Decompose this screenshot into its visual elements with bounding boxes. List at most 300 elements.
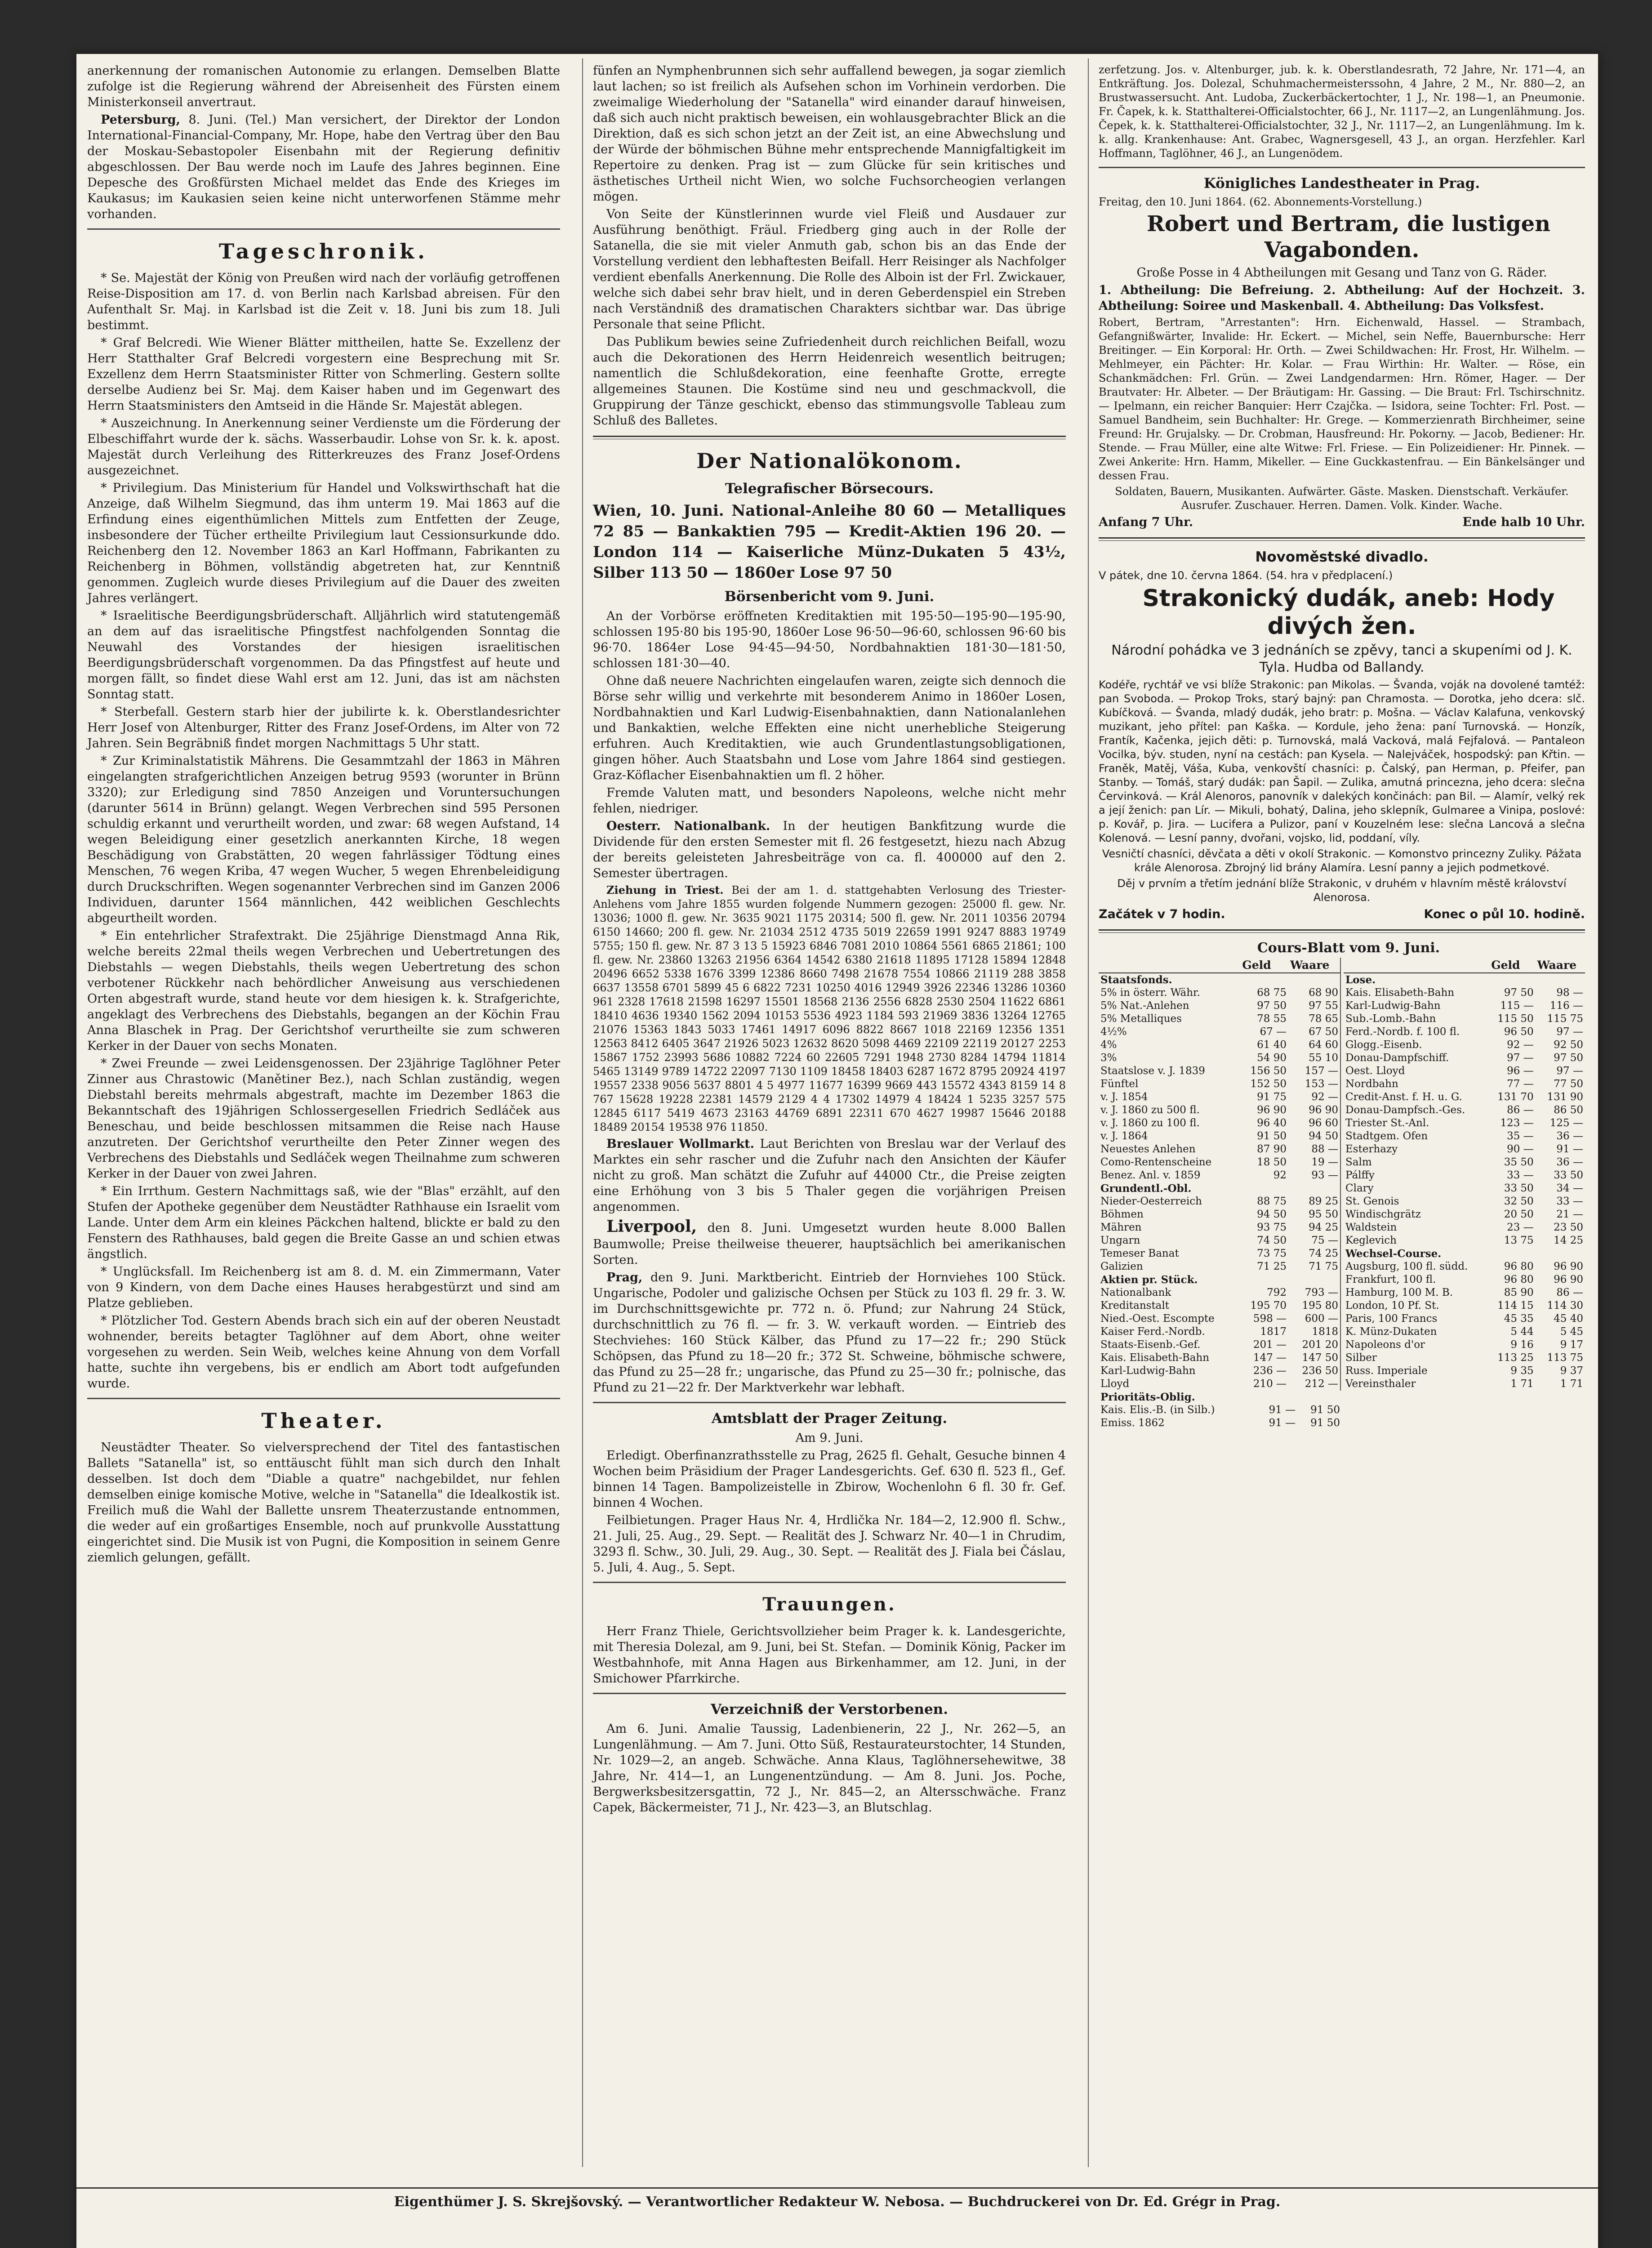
column-1: [81, 54, 566, 2176]
security-name: v. J. 1860 zu 100 fl.: [1100, 1117, 1200, 1129]
security-name: 4%: [1100, 1039, 1117, 1051]
heading-cours-blatt: Cours-Blatt vom 9. Juni.: [1257, 940, 1440, 956]
bid-value: 115 50: [1497, 1013, 1534, 1025]
bid-value: 156 50: [1250, 1065, 1287, 1077]
table-row: [1344, 1338, 1585, 1351]
ask-value: 36 —: [1556, 1130, 1583, 1142]
bid-value: 93 75: [1257, 1222, 1287, 1233]
security-name: Temeser Banat: [1100, 1248, 1179, 1259]
ask-value: 94 25: [1309, 1222, 1338, 1233]
bid-value: 61 40: [1257, 1039, 1287, 1051]
security-name: Sub.-Lomb.-Bahn: [1345, 1013, 1436, 1025]
bid-value: 236 —: [1253, 1365, 1287, 1377]
novomestske-description: Národní pohádka ve 3 jednáních se zpěvy, tanci a skupeními od J. K. Tyla. Hudba od Ballandy.: [1111, 642, 1572, 675]
ask-value: 23 50: [1554, 1222, 1583, 1233]
bid-value: 78 55: [1257, 1013, 1287, 1025]
ask-value: 97 50: [1554, 1052, 1583, 1064]
bid-value: 1 71: [1510, 1378, 1534, 1390]
report-text: den 8. Juni. Umgesetzt wurden heute 8.000 Ballen Baumwolle; Preise theilweise theuerer, hauptsächlich bei amerikanischen Sorten.: [593, 1221, 1066, 1267]
security-name: Frankfurt, 100 fl.: [1345, 1274, 1436, 1285]
ask-value: 21 —: [1556, 1209, 1583, 1220]
table-row: [1099, 1026, 1340, 1039]
dateline: Petersburg,: [101, 113, 180, 127]
ask-value: 67 50: [1309, 1026, 1338, 1038]
novomestske-cast: Kodéře, rychtář ve vsi blíže Strakonic: pan Mikolas. — Švanda, voják na dovolené tamtéž: pan Svoboda. — Prokop Troks, starý bajný: pan Chramosta. — Dorotka, jeho dcera: slč. Kubíčková. — Švanda, mladý dudák, jeho bratr: p. Mošna. — Václav Kalafuna, venkovský muzikant, jeho přítel: pan Kaška. — Kordule, jeho žena: paní Turnovská. — Honzík, Frantík, Kačenka, jejich děti: p. Turnovská, malá Vacková, malá Fejfalová. — Pantaleon Vocilka, býv. studen, nyní na cestách: pan Kysela. — Nalejváček, hospodský: pan Křtin. — Franěk, Matěj, Váša, Kuba, venkovští chasníci: p. Čalský, pan Herman, p. Pfeifer, pan Stanby. — Tomáš, starý dudák: pan Šapil. — Zulika, amutná princezna, jeho dcera: slečna Červinková. — Král Alenoros, panovník v dalekých končinách: pan Bil. — Alamír, velký rek a její ženich: pan Lír. — Mikuli, bohatý, Dalina, jeho sklepník, Gulmaree a Vinipa, poslové: p. Kovář, p. Jira. — Lucifera a Pulizor, paní v Kouzelném lese: slečna Lancová a slečna Kolenová. — Lesní panny, dvořani, vojsko, lid, poddaní, víly.: [1099, 678, 1585, 844]
column-header: Waare: [1536, 958, 1585, 973]
table-row: [1099, 1156, 1340, 1169]
ask-value: 1 71: [1560, 1378, 1583, 1390]
column-header: Waare: [1288, 958, 1340, 973]
news-item: Neustädter Theater. So vielversprechend der Titel des fantastischen Ballets "Satanella" ist, so enttäuscht fühlt man sich durch den Inhalt desselben. Ist doch dem "Diable a quatre" nachgebildet, nur fehlen demselben einige komische Motive, welche in "Satanella" die Idealkostik ist. Freilich muß die Wahl der Ballette unsrem Theaterzustande entnommen, die weder auf ein großartiges Ensemble, noch auf prunkvolle Ausstattung eingerichtet sind. Die Musik ist von Pugni, die Komposition in seinem Genre ziemlich gelungen, gefällt.: [87, 1441, 560, 1565]
security-name: Karl-Ludwig-Bahn: [1100, 1365, 1196, 1377]
security-name: Salm: [1345, 1156, 1372, 1168]
security-name: 3%: [1100, 1052, 1117, 1064]
table-row: [1344, 999, 1585, 1012]
security-name: Donau-Dampfsch.-Ges.: [1345, 1104, 1465, 1116]
bid-value: 91 —: [1269, 1417, 1296, 1429]
security-name: Benez. Anl. v. 1859: [1100, 1169, 1201, 1181]
bid-value: 201 —: [1253, 1339, 1287, 1351]
ask-value: 116 —: [1550, 1000, 1583, 1012]
security-name: Ferd.-Nordb. f. 100 fl.: [1345, 1026, 1460, 1038]
news-item: * Israelitische Beerdigungsbrüderschaft. Alljährlich wird statutengemäß an dem auf das israelitische Pfingstfest nachfolgenden Sonntag die Neuwahl des Vorstandes der hiesigen israelitischen Beerdigungsbrüderschaft vorgenommen. Da das Pfingstfest auf heute und morgen fällt, so findet diese Wahl erst am 12. Juni, das ist am nächsten Sonntag statt.: [87, 609, 560, 701]
ask-value: 114 30: [1547, 1300, 1583, 1311]
table-row: [1099, 1143, 1340, 1156]
landestheater-times: [1099, 514, 1585, 530]
table-row: [1344, 1260, 1585, 1273]
novomestske-scene: Děj v prvním a třetím jednání blíže Strakonic, v druhém v hlavním městě království Alenorosa.: [1117, 877, 1567, 904]
report-lead: Breslauer Wollmarkt.: [606, 1137, 754, 1151]
ask-value: 125 —: [1550, 1117, 1583, 1129]
amtsblatt-item: Feilbietungen. Prager Haus Nr. 4, Hrdlička Nr. 184—2, 12.900 fl. Schw., 21. Juli, 25. Aug., 29. Sept. — Realität des J. Schwarz Nr. 40—1 in Chrudim, 3293 fl. Schw., 30. Juli, 29. Aug., 30. Sept. — Realität des J. Fiala bei Čáslau, 5. Juli, 4. Aug., 5. Sept.: [593, 1513, 1066, 1574]
bid-value: [1240, 1273, 1288, 1286]
section-divider: [1099, 167, 1585, 168]
security-name: Aktien pr. Stück.: [1100, 1274, 1198, 1286]
report-lead: Ziehung in Triest.: [606, 883, 724, 897]
landestheater-date: Freitag, den 10. Juni 1864. (62. Abonnements-Vorstellung.): [1099, 196, 1422, 208]
table-header-row: [1099, 958, 1340, 973]
ask-value: 113 75: [1547, 1352, 1583, 1364]
table-row: [1344, 1012, 1585, 1026]
ask-value: 95 50: [1309, 1209, 1338, 1220]
ask-value: 86 50: [1554, 1104, 1583, 1116]
table-row: [1099, 1351, 1340, 1365]
section-divider: [593, 436, 1066, 439]
table-row: [1344, 1378, 1585, 1391]
bid-value: [1240, 1182, 1288, 1195]
table-row: [1344, 1234, 1585, 1247]
ask-value: 97 —: [1556, 1026, 1583, 1038]
verstorbene-text: Am 6. Juni. Amalie Taussig, Ladenbienerin, 22 J., Nr. 262—5, an Lungenlähmung. — Am 7. Juni. Otto Süß, Restaurateurstochter, 14 Stunden, Nr. 1029—2, an angeb. Schwäche. Anna Klaus, Taglöhnersehewitwe, 38 Jahre, Nr. 414—1, an Lungenentzündung. — Am 8. Juni. Jos. Poche, Bergwerksbesitzersgattin, 72 J., Nr. 845—2, an Altersschwäche. Franz Capek, Bäckermeister, 71 J., Nr. 423—3, an Blutschlag.: [593, 1722, 1066, 1815]
security-name: Mähren: [1100, 1222, 1142, 1233]
table-row: [1099, 1091, 1340, 1104]
table-row: [1344, 1117, 1585, 1130]
table-row: [1099, 1078, 1340, 1091]
news-item: * Sterbefall. Gestern starb hier der jubilirte k. k. Oberstlandesrichter Herr Josef von Altenburger, Ritter des Franz Josef-Ordens, im Alter von 72 Jahren. Sein Begräbniß findet morgen Nachmittags 5 Uhr statt.: [87, 705, 560, 750]
table-row: [1344, 986, 1585, 999]
bid-value: 113 25: [1497, 1352, 1534, 1364]
security-name: v. J. 1864: [1100, 1130, 1148, 1142]
section-divider: [593, 1402, 1066, 1403]
bid-value: 792: [1267, 1287, 1287, 1298]
ask-value: 91 50: [1310, 1404, 1340, 1416]
bid-value: 77 —: [1507, 1078, 1534, 1090]
security-name: Credit-Anst. f. H. u. G.: [1345, 1091, 1462, 1103]
security-name: 5% Metalliques: [1100, 1013, 1182, 1025]
table-row: [1344, 1156, 1585, 1169]
table-row: [1099, 1012, 1340, 1026]
ask-value: 157 —: [1305, 1065, 1338, 1077]
bid-value: 94 50: [1257, 1209, 1287, 1220]
table-row: [1344, 1299, 1585, 1312]
table-row: [1099, 1299, 1340, 1312]
security-name: Nordbahn: [1345, 1078, 1398, 1090]
security-name: London, 10 Pf. St.: [1345, 1300, 1439, 1311]
security-name: 4½%: [1100, 1026, 1127, 1038]
table-row: [1099, 1039, 1340, 1052]
article-petersburg: [87, 112, 560, 222]
landestheater-cast: Robert, Bertram, "Arrestanten": Hrn. Eichenwald, Hassel. — Strambach, Gefangnißwärter, Invalide: Hr. Eckert. — Michel, sein Neffe, Bauernbursche: Herr Breitinger. — Ein Korporal: Hr. Orth. — Zwei Schildwachen: Hr. Frost, Hr. Wilhelm. — Mehlmeyer, ein Pächter: Hr. Kolar. — Frau Wirthin: Hr. Walter. — Röse, ein Schankmädchen: Frl. Grün. — Zwei Landgendarmen: Hrn. Römer, Hager. — Der Brautvater: Hr. Albeter. — Der Bräutigam: Hr. Gassing. — Die Braut: Frl. Tschirschnitz. — Ipelmann, ein reicher Banquier: Herr Czajčka. — Isidora, seine Tochter: Frl. Post. — Samuel Bandheim, sein Buchhalter: Hr. Grege. — Kommerzienrath Birchheimer, seine Freund: Hr. Grujalsky. — Dr. Crobman, Hausfreund: Hr. Pokorny. — Jacob, Bediener: Hr. Stende. — Frau Müller, eine alte Witwe: Frl. Friese. — Ein Polizeidiener: Hr. Pinnek. — Zwei Ankerite: Hrn. Hamm, Mikeller. — Eine Guckkastenfrau. — Ein Bänkelsänger und dessen Frau.: [1099, 316, 1585, 482]
table-row: [1099, 1195, 1340, 1208]
section-divider: [1099, 929, 1585, 933]
bid-value: 96 80: [1504, 1274, 1534, 1285]
security-name: Glogg.-Eisenb.: [1345, 1039, 1422, 1051]
security-name: Staatslose v. J. 1839: [1100, 1065, 1205, 1077]
security-name: v. J. 1854: [1100, 1091, 1148, 1103]
column-rule: [1088, 58, 1089, 2167]
table-row: [1344, 1208, 1585, 1221]
subheading-verstorbene: Verzeichniß der Verstorbenen.: [711, 1701, 948, 1717]
security-name: Keglevich: [1345, 1235, 1397, 1246]
bid-value: 35 50: [1504, 1156, 1534, 1168]
ask-value: 75 —: [1311, 1235, 1338, 1246]
bid-value: 97 50: [1257, 1000, 1287, 1012]
ask-value: 96 90: [1554, 1261, 1583, 1272]
end-time: Konec o půl 10. hodině.: [1424, 907, 1585, 921]
ask-value: 97 55: [1309, 1000, 1338, 1012]
security-name: K. Münz-Dukaten: [1345, 1326, 1437, 1338]
table-section-row: [1344, 973, 1585, 986]
table-row: [1099, 1260, 1340, 1273]
table-row: [1344, 1273, 1585, 1286]
table-row: [1099, 1234, 1340, 1247]
table-row: [1099, 1182, 1340, 1195]
ask-value: 34 —: [1556, 1182, 1583, 1194]
table-row: [1344, 1065, 1585, 1078]
ask-value: 96 90: [1554, 1274, 1583, 1285]
security-name: 5% Nat.-Anlehen: [1100, 1000, 1189, 1012]
bid-value: 74 50: [1257, 1235, 1287, 1246]
end-time: Ende halb 10 Uhr.: [1462, 515, 1585, 529]
bid-value: 1817: [1260, 1326, 1287, 1338]
section-heading-nationaloekonom: Der Nationalökonom.: [696, 449, 962, 473]
section-heading-theater: Theater.: [261, 1409, 386, 1433]
ask-value: 236 50: [1302, 1365, 1338, 1377]
table-row: [1099, 999, 1340, 1012]
ask-value: 19 —: [1311, 1156, 1338, 1168]
theater-review: Das Publikum bewies seine Zufriedenheit durch reichlichen Beifall, wozu auch die Dekorationen des Herrn Heidenreich wesentlich beitrugen; namentlich die Schlußdekoration, eine feenhafte Grotte, erregte allgemeines Staunen. Die Kostüme sind neu und geschmackvoll, die Gruppirung der Tänze geschickt, ebenso das stimmungsvolle Tableau zum Schluß des Balletes.: [593, 335, 1066, 428]
table-row: [1099, 1378, 1340, 1391]
ask-value: 600 —: [1305, 1313, 1338, 1325]
exchange-table-bottom: [1099, 1391, 1342, 1430]
table-row: [1344, 1312, 1585, 1325]
table-row: [1099, 1104, 1340, 1117]
bid-value: 88 75: [1257, 1195, 1287, 1207]
landestheater-description: Große Posse in 4 Abtheilungen mit Gesang und Tanz von G. Räder.: [1136, 266, 1547, 280]
market-report: [593, 818, 1066, 881]
table-row: [1099, 1221, 1340, 1234]
security-name: Clary: [1345, 1182, 1374, 1194]
security-name: Lloyd: [1100, 1378, 1130, 1390]
security-name: Kais. Elisabeth-Bahn: [1100, 1352, 1210, 1364]
news-item: * Auszeichnung. In Anerkennung seiner Verdienste um die Förderung der Elbeschiffahrt wurde der k. sächs. Wasserbaudir. Lohse von Sr. k. k. apost. Majestät durch Verleihung des Ritterkreuzes des Franz Josef-Ordens ausgezeichnet.: [87, 416, 560, 477]
ask-value: 68 90: [1309, 987, 1338, 999]
table-row: [1099, 1312, 1340, 1325]
ask-value: 5 45: [1560, 1326, 1583, 1338]
ask-value: 55 10: [1309, 1052, 1338, 1064]
ask-value: 91 50: [1310, 1417, 1340, 1429]
ask-value: 793 —: [1305, 1287, 1338, 1298]
table-row: [1099, 1169, 1340, 1182]
security-name: Kais. Elis.-B. (in Silb.): [1100, 1404, 1215, 1416]
bid-value: 33 50: [1504, 1182, 1534, 1194]
market-report: [593, 883, 1066, 1134]
security-name: Emiss. 1862: [1100, 1417, 1165, 1429]
news-item: * Zur Kriminalstatistik Mährens. Die Gesammtzahl der 1863 in Mähren eingelangten strafgerichtlichen Anzeigen betrug 9593 (worunter in Brünn 3320); zur Erledigung sind 7850 Anzeigen und Voruntersuchungen (darunter 5614 in Brünn) gelangt. Wegen Verbrechen sind 595 Personen schuldig erkannt und verurtheilt worden, und zwar: 68 wegen Aufstand, 14 wegen Beleidigung einer gesetzlich anerkannten Kirche, 18 wegen Beschädigung von Grabstätten, 20 wegen fahrlässiger Tödtung eines Menschen, 76 wegen Kriba, 47 wegen Wucher, 5 wegen Ehrenbeleidigung durch Druckschriften. Wegen sogenannter Verbrechen sind im Ganzen 2006 Individuen, darunter 1564 männlichen, 442 weiblichen Geschlechts abgeurtheilt worden.: [87, 754, 560, 925]
table-row: [1344, 1039, 1585, 1052]
security-name: Stadtgem. Ofen: [1345, 1130, 1428, 1142]
theater-review: fünfen an Nymphenbrunnen sich sehr auffallend bewegen, ja sogar ziemlich laut lachen; so ist freilich als Aufsehen schon im Vorhinein verdorben. Die zweimalige Wiederholung der "Satanella" wird einander darauf hinweisen, daß sich auch nicht praktisch beweisen, ein wohlausgebrachter Blick an die Direktion, daß es sich schon jetzt an der Zeit ist, an eine Abwechslung und der Würde der böhmischen Bühne mehr entsprechende Mannigfaltigkeit im Repertoire zu denken. Prag ist — zum Glücke für sein kritisches und ästhetisches Urtheil nicht Wien, wo solche Fuchsorcheogien verlangen mögen.: [593, 64, 1066, 204]
security-name: Augsburg, 100 fl. südd.: [1345, 1261, 1468, 1272]
ask-value: 147 50: [1302, 1352, 1338, 1364]
bid-value: 18 50: [1257, 1156, 1287, 1168]
market-report: Ohne daß neuere Nachrichten eingelaufen waren, zeigte sich dennoch die Börse sehr willig und verkehrte mit besonderem Animo in 1860er Losen, Nordbahnaktien und Karl Ludwig-Eisenbahnaktien, dann Nationalanlehen und Bankaktien, welche Effekten eine nicht unerhebliche Steigerung erfuhren. Auch Kreditaktien, wie auch Grundentlastungsobligationen, gingen höher. Auch Staatsbahn und Lose vom Jahre 1864 sind gestiegen. Graz-Köflacher Eisenbahnaktien um fl. 2 höher.: [593, 674, 1066, 782]
ask-value: 92 50: [1554, 1039, 1583, 1051]
bid-value: 96 50: [1504, 1026, 1534, 1038]
market-report: [593, 1270, 1066, 1396]
news-item: * Ein entehrlicher Strafextrakt. Die 25jährige Dienstmagd Anna Rik, welche bereits 22mal theils wegen Verbrechen und Uebertretungen des Diebstahls — wegen Diebstahls, theils wegen Uebertretung des schon verbotener Rückkehr nach behördlicher Anweisung aus verschiedenen Orten abgestraft wurde, stand heute vor dem hiesigen k. k. Strafgerichte, angeklagt des Verbrechens des Diebstahls, begangen an der Köchin Frau Anna Blaschek in Prag. Der Gerichtshof verurtheilte sie zum schweren Kerker in der Dauer von sechs Monaten.: [87, 929, 560, 1053]
bid-value: 91 75: [1257, 1091, 1287, 1103]
security-name: Ungarn: [1100, 1235, 1140, 1246]
landestheater-acts: 1. Abtheilung: Die Befreiung. 2. Abtheilung: Auf der Hochzeit. 3. Abtheilung: Soiree und Maskenball. 4. Abtheilung: Das Volksfest.: [1099, 283, 1585, 313]
bid-value: 85 90: [1504, 1287, 1534, 1298]
report-text: Bei der am 1. d. stattgehabten Verlosung des Triester-Anlehens vom Jahre 1855 wurden folgende Nummern gezogen: 25000 fl. gew. Nr. 13036; 1000 fl. gew. Nr. 3635 9021 1175 20314; 500 fl. gew. Nr. 2011 10356 20794 6150 14660; 200 fl. gew. Nr. 21034 2512 4735 5019 22659 1991 9247 8883 19749 5755; 150 fl. gew. Nr. 87 3 13 5 15923 6846 7081 2010 10864 5561 6865 21861; 100 fl. gew. Nr. 23860 13263 21956 6364 14542 6380 21618 11895 17128 15894 12848 20496 6652 5338 1676 3399 12386 8660 7498 21678 7554 10866 21119 288 3858 6637 13558 6701 5899 45 6 6822 7231 10250 4016 12949 3926 22346 13286 10360 961 2328 17618 21598 16297 15501 18568 2136 2556 6828 2530 2504 11622 6861 18410 4636 19340 1562 2094 10153 5536 4923 1184 593 21969 3836 13264 12765 21076 15363 1843 5033 17461 14917 6096 8822 8667 1018 22169 12356 1351 12563 8412 6405 3647 21926 5023 12632 8620 5098 4469 22109 22119 20127 2253 15867 1752 23993 5686 10882 7224 60 22605 7291 1948 2730 8284 14794 11814 5465 13149 9789 14722 22097 7130 1109 18458 18403 6287 1672 8795 20924 4197 19557 2338 9056 5637 8801 4 5 4977 11677 16399 9669 443 15572 4343 8159 14 8 767 15628 19228 22381 14579 2129 4 4 17302 14979 4 18424 1 5235 3257 575 12845 6117 5419 4673 23163 44769 6891 22311 670 4627 19987 15646 20188 18489 20154 19538 976 11850.: [593, 884, 1066, 1133]
ask-value: 98 —: [1556, 987, 1583, 999]
bid-value: 45 35: [1504, 1313, 1534, 1325]
security-name: Kaiser Ferd.-Nordb.: [1100, 1326, 1205, 1338]
table-row: [1099, 1065, 1340, 1078]
bid-value: [1489, 1247, 1535, 1260]
security-name: Donau-Dampfschiff.: [1345, 1052, 1449, 1064]
ask-value: 131 90: [1547, 1091, 1583, 1103]
table-row: [1344, 1221, 1585, 1234]
column-rule: [582, 58, 583, 2167]
amtsblatt-date: Am 9. Juni.: [795, 1431, 864, 1445]
novomestske-date: V pátek, dne 10. června 1864. (54. hra v předplacení.): [1099, 569, 1393, 582]
security-name: Triester St.-Anl.: [1345, 1117, 1429, 1129]
table-row: [1344, 1351, 1585, 1365]
security-name: Vereinsthaler: [1345, 1378, 1416, 1390]
bid-value: 13 75: [1504, 1235, 1534, 1246]
bid-value: 32 50: [1504, 1195, 1534, 1207]
security-name: Waldstein: [1345, 1222, 1397, 1233]
bid-value: 67 —: [1260, 1026, 1287, 1038]
table-row: [1344, 1091, 1585, 1104]
article-intro: anerkennung der romanischen Autonomie zu erlangen. Demselben Blatte zufolge ist die Regierung während der Abreisenheit des Fürsten einem Ministerkonseil anvertraut.: [87, 64, 560, 109]
security-name: Paris, 100 Francs: [1345, 1313, 1438, 1325]
table-row: [1099, 986, 1340, 999]
heading-landestheater: Königliches Landestheater in Prag.: [1203, 175, 1480, 192]
table-row: [1344, 1104, 1585, 1117]
ask-value: 92 —: [1311, 1091, 1338, 1103]
table-row: [1344, 1286, 1585, 1299]
ask-value: 212 —: [1305, 1378, 1338, 1390]
ask-value: [1288, 1182, 1340, 1195]
bid-value: 35 —: [1507, 1130, 1534, 1142]
section-heading-trauungen: Trauungen.: [762, 1594, 896, 1615]
ask-value: 97 —: [1556, 1065, 1583, 1077]
bid-value: 96 80: [1504, 1261, 1534, 1272]
table-header-row: [1344, 958, 1585, 973]
security-name: Russ. Imperiale: [1345, 1365, 1428, 1377]
theater-review: Von Seite der Künstlerinnen wurde viel Fleiß und Ausdauer zur Ausführung benöthigt. Fräul. Friedberg ging auch in der Rolle der Satanella, die sie mit vieler Anmuth gab, schon bis an das Ende der Vorstellung verdient den lebhaftesten Beifall. Herr Reisinger als Nachfolger verdient ebenfalls Anerkennung. Die Rolle des Alboin ist der Frl. Zwickauer, welche sich dabei sehr brav hielt, und in deren Geberdenspiel ein Streben nach Verständniß des dramatischen Charakters sichtbar war. Das übrige Personale that seine Pflicht.: [593, 207, 1066, 331]
bid-value: 210 —: [1253, 1378, 1287, 1390]
ask-value: 33 50: [1554, 1169, 1583, 1181]
landestheater-extras: Soldaten, Bauern, Musikanten. Aufwärter. Gäste. Masken. Dienstschaft. Verkäufer. Ausrufer. Zuschauer. Herren. Damen. Volk. Kinder. Wache.: [1115, 485, 1569, 512]
ask-value: 78 65: [1309, 1013, 1338, 1025]
ask-value: [1536, 1247, 1585, 1260]
bid-value: 115 —: [1500, 1000, 1534, 1012]
ask-value: 96 60: [1309, 1117, 1338, 1129]
bid-value: 96 90: [1257, 1104, 1287, 1116]
heading-novomestske: Novoměstské divadlo.: [1255, 549, 1429, 565]
news-item: * Privilegium. Das Ministerium für Handel und Volkswirthschaft hat die Anzeige, daß Wilhelm Siegmund, das ihm unterm 19. Mai 1863 auf die Erfindung eines eigenthümlichen Mittels zum Entfetten der Zeuge, insbesondere der Tücher ertheilte Privilegium laut Cessionsurkunde ddo. Reichenberg den 12. November 1863 an Karl Hoffmann, Fabrikanten zu Reichenberg in Böhmen, vollständig abgetreten hat, zur Kenntniß genommen. Zugleich wurde dieses Privilegium auf die Dauer des zweiten Jahres verlängert.: [87, 481, 560, 605]
report-text: den 9. Juni. Marktbericht. Eintrieb der Hornviehes 100 Stück. Ungarische, Podoler und galizische Ochsen per Stück zu 103 fl. 29 fr. 3. W. im Durchschnittsgewichte pr. 772 n. ö. Pfund; zur Nahrung 24 Stück, durchschnittlich zu 76 fl. — fr. 3. W. verkauft worden. — Eintrieb des Stechviehes: 160 Stück Kälber, das Pfund zu 17—22 fr.; 290 Stück Schöpsen, das Pfund zu 18—20 fr.; 372 St. Schweine, böhmische schwere, das Pfund zu 25—28 fr.; ungarische, das Pfund zu 25—30 fr.; polnische, das Pfund zu 21—22 fr. Der Marktverkehr war lebhaft.: [593, 1271, 1066, 1395]
section-divider: [593, 1693, 1066, 1694]
bid-value: 54 90: [1257, 1052, 1287, 1064]
market-report: [593, 1217, 1066, 1268]
table-row: [1344, 1078, 1585, 1091]
novomestske-extras: Vesničtí chasníci, děvčata a děti v okolí Strakonic. — Komonstvo princezny Zuliky. Pážata krále Alenorosa. Zbrojný lid brány Alamíra. Lesní panny a jejich podmetkové.: [1102, 847, 1582, 874]
bid-value: 9 35: [1510, 1365, 1534, 1377]
security-name: Karl-Ludwig-Bahn: [1345, 1000, 1441, 1012]
column-header: Geld: [1489, 958, 1535, 973]
ask-value: 96 90: [1309, 1104, 1338, 1116]
novomestske-times: [1099, 906, 1585, 922]
table-row: [1099, 1208, 1340, 1221]
ask-value: 86 —: [1556, 1287, 1583, 1298]
section-divider: [87, 1398, 560, 1399]
bid-value: 598 —: [1253, 1313, 1287, 1325]
trauungen-text: Herr Franz Thiele, Gerichtsvollzieher beim Prager k. k. Landesgerichte, mit Theresia Dolezal, am 9. Juni, bei St. Stefan. — Dominik König, Packer im Westbahnhofe, mit Anna Hagen aus Birkenhammer, am 12. Juni, in der Smichower Pfarrkirche.: [593, 1624, 1066, 1686]
table-row: [1344, 1130, 1585, 1143]
table-section-label: Staatsfonds.: [1100, 974, 1172, 986]
subheading-borsecours: Telegrafischer Börsecours.: [725, 481, 934, 497]
section-heading-tageschronik: Tageschronik.: [218, 239, 429, 263]
ask-value: 1818: [1312, 1326, 1338, 1338]
table-row: [1344, 1195, 1585, 1208]
table-row: [1099, 1247, 1340, 1260]
exchange-table-right: [1344, 958, 1585, 1391]
security-name: v. J. 1860 zu 500 fl.: [1100, 1104, 1200, 1116]
ask-value: 201 20: [1302, 1339, 1338, 1351]
table-row: [1099, 1417, 1342, 1430]
market-report: [593, 1136, 1066, 1215]
ask-value: 14 25: [1554, 1235, 1583, 1246]
ask-value: 195 80: [1302, 1300, 1338, 1311]
bid-value: 92: [1273, 1169, 1287, 1181]
security-name: Neuestes Anlehen: [1100, 1143, 1196, 1155]
market-report: An der Vorbörse eröffneten Kreditaktien mit 195·50—195·90—195·90, schlossen 195·80 bis 195·90, 1860er Lose 96·50—96·60, schlossen 96·60 bis 96·70. 1864er Lose 94·45—94·50, Nordbahnaktien 181·30—181·50, schlossen 181·30—40.: [593, 609, 1066, 670]
verstorbene-continued: zerfetzung. Jos. v. Altenburger, jub. k. k. Oberstlandesrath, 72 Jahre, Nr. 171—4, an Entkräftung. Jos. Dolezal, Schuhmachermeisterssohn, 4 Jahre, 2 M., Nr. 880—2, an Brustwassersucht. Ant. Ludoba, Zuckerbäckertochter, 1 J., Nr. 198—1, an Pneumonie. Fr. Čapek, k. k. Statthalterei-Officialstochter, 66 J., Nr. 1117—2, an Lungenlähmung. Jos. Čepek, k. k. Statthalterei-Officialstochter, 32 J., Nr. 1117—2, an Lungenlähmung. Im k. k. allg. Krankenhause: Ant. Grabec, Wagnersgesell, 43 J., an organ. Herzfehler. Karl Hoffmann, Taglöhner, 46 J., an Lungenödem.: [1099, 63, 1585, 160]
bid-value: 152 50: [1250, 1078, 1287, 1090]
bid-value: 20 50: [1504, 1209, 1534, 1220]
security-name: Kreditanstalt: [1100, 1300, 1169, 1311]
bid-value: 96 40: [1257, 1117, 1287, 1129]
report-text: In der heutigen Bankfitzung wurde die Dividende für den ersten Semester mit fl. 26 festgesetzt, hiezu nach Abzug der bereits geleisteten Jahresbeiträge von ca. fl. 400000 auf den 2. Semester übertragen.: [593, 819, 1066, 880]
security-name: Pálffy: [1345, 1169, 1375, 1181]
table-row: [1099, 1404, 1342, 1417]
table-section-label: Lose.: [1345, 974, 1376, 986]
bid-value: 97 —: [1507, 1052, 1534, 1064]
ask-value: 64 60: [1309, 1039, 1338, 1051]
bid-value: 92 —: [1507, 1039, 1534, 1051]
ask-value: [1288, 1273, 1340, 1286]
imprint-footer: Eigenthümer J. S. Skrejšovský. — Verantwortlicher Redakteur W. Nebosa. — Buchdruckerei von Dr. Ed. Grégr in Prag.: [76, 2187, 1598, 2216]
bid-value: 91 50: [1257, 1130, 1287, 1142]
report-lead: Prag,: [606, 1271, 643, 1285]
table-section-row: [1099, 973, 1340, 986]
bid-value: 33 —: [1507, 1169, 1534, 1181]
table-row: [1344, 1247, 1585, 1260]
bid-value: 123 —: [1500, 1117, 1534, 1129]
table-section-row: [1099, 1391, 1342, 1404]
security-name: Grundentl.-Obl.: [1100, 1182, 1192, 1195]
table-row: [1344, 1182, 1585, 1195]
bid-value: 195 70: [1250, 1300, 1287, 1311]
security-name: 5% in österr. Währ.: [1100, 987, 1200, 999]
news-item: * Plötzlicher Tod. Gestern Abends brach sich ein auf der oberen Neustadt wohnender, bereits betagter Taglöhner auf dem Abort, ohne weiter vorgesehen zu werden. Sein Weib, welches keine Ahnung von dem Vorfall hatte, suchte ihn vergebens, bis er endlich am Abort todt aufgefunden wurde.: [87, 1314, 560, 1391]
exchange-table-left: [1099, 958, 1341, 1391]
security-name: Kais. Elisabeth-Bahn: [1345, 987, 1455, 999]
column-3: [1092, 54, 1591, 2176]
security-name: Silber: [1345, 1352, 1377, 1364]
table-row: [1099, 1338, 1340, 1351]
ask-value: 93 —: [1311, 1169, 1338, 1181]
news-item: * Unglücksfall. Im Reichenberg ist am 8. d. M. ein Zimmermann, Vater von 9 Kindern, von dem Dache eines Hauses herabgestürzt und sind am Platze geblieben.: [87, 1265, 560, 1310]
security-name: Nationalbank: [1100, 1287, 1171, 1298]
bid-value: 147 —: [1253, 1352, 1287, 1364]
table-row: [1344, 1365, 1585, 1378]
ask-value: 115 75: [1547, 1013, 1583, 1025]
ask-value: 74 25: [1309, 1248, 1338, 1259]
section-divider: [87, 228, 560, 230]
ask-value: 9 37: [1560, 1365, 1583, 1377]
security-name: Esterhazy: [1345, 1143, 1398, 1155]
security-name: Wechsel-Course.: [1345, 1248, 1442, 1260]
table-row: [1344, 1052, 1585, 1065]
bid-value: 71 25: [1257, 1261, 1287, 1272]
security-name: Galizien: [1100, 1261, 1143, 1272]
news-item: * Graf Belcredi. Wie Wiener Blätter mittheilen, hatte Se. Exzellenz der Herr Statthalter Graf Belcredi vorgestern eine Besprechung mit Sr. Exzellenz dem Herrn Staatsminister Ritter von Schmerling. Gestern sollte derselbe Audienz bei Sr. Maj. dem Kaiser haben und im Gegenwart des Herrn Staatsministers den Amtseid in die Hände Sr. Majestät ablegen.: [87, 336, 560, 413]
security-name: St. Genois: [1345, 1195, 1399, 1207]
news-item: * Ein Irrthum. Gestern Nachmittags saß, wie der "Blas" erzählt, auf den Stufen der Apotheke gegenüber dem Neustädter Rathhause ein Israelit vom Lande. Unter dem Arm ein kleines Päckchen haltend, blickte er bald zu den Fenstern des Rathhauses, bald gegen die Breite Gasse an und schien etwas ängstlich.: [87, 1184, 560, 1261]
ask-value: 36 —: [1556, 1156, 1583, 1168]
table-row: [1099, 1117, 1340, 1130]
report-lead: Liverpool,: [606, 1217, 697, 1236]
bid-value: 114 15: [1497, 1300, 1534, 1311]
newspaper-page: [76, 54, 1598, 2248]
